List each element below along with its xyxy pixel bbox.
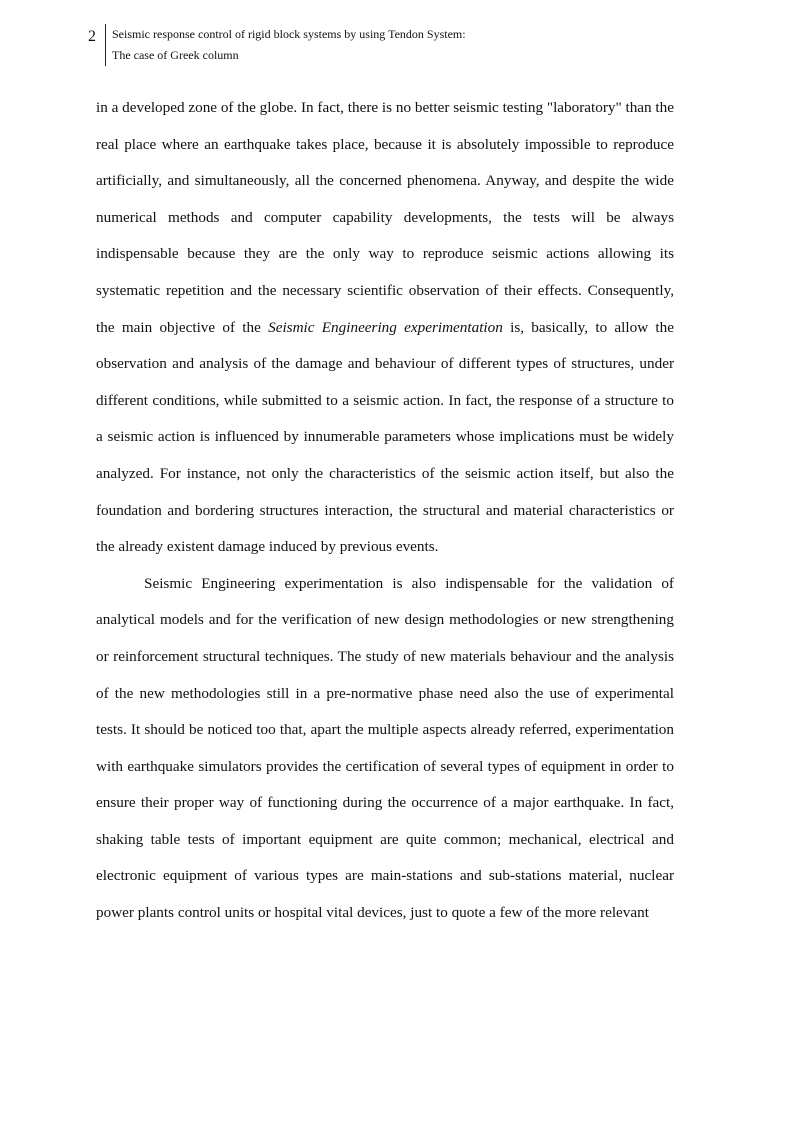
body-text — [96, 90, 674, 932]
paragraph-1-emphasis: Seismic Engineering experimentation — [268, 318, 503, 336]
paragraph-1 — [96, 90, 674, 566]
page-number: 2 — [88, 28, 96, 45]
header-title — [112, 24, 466, 70]
header-title-line2: The case of Greek column — [112, 48, 239, 62]
paragraph-2: Seismic Engineering experimentation is also indispensable for the validation of analytical models and for the verification of new design methodologies or new strengthening or reinforcement structural techniques. The study of new materials behaviour and the analysis of the new methodologies still in a pre-normative phase need also the use of experimental tests. It should be noticed too that, apart the multiple aspects already referred, experimentation with earthquake simulators provides the certification of several types of equipment in order to ensure their proper way of functioning during the occurrence of a major earthquake. In fact, shaking table tests of important equipment are quite common; mechanical, electrical and electronic equipment of various types are main-stations and sub-stations material, nuclear power plants control units or hospital vital devices, just to quote a few of the more relevant — [96, 574, 674, 922]
header-divider — [105, 24, 106, 66]
paragraph-1-text-before: in a developed zone of the globe. In fact, there is no better seismic testing "laboratory" than the real place where an earthquake takes place, because it is absolutely impossible to reproduce artificially, and simultaneously, all the concerned phenomena. Anyway, and despite the wide numerical methods and computer capability developments, the tests will be always indispensable because they are the only way to reproduce seismic actions allowing its systematic repetition and the necessary scientific observation of their effects. Consequently, the main objective of the — [96, 99, 674, 336]
header-title-line1: Seismic response control of rigid block systems by using Tendon System: — [112, 27, 466, 41]
paragraph-1-text-after: is, basically, to allow the observation and analysis of the damage and behaviour of different types of structures, under different conditions, while submitted to a seismic action. In fact, the response of a structure to a seismic action is influenced by innumerable parameters whose implications must be widely analyzed. For instance, not only the characteristics of the seismic action itself, but also the foundation and bordering structures interaction, the structural and material characteristics or the already existent damage induced by previous events. — [96, 318, 674, 556]
running-header — [88, 24, 466, 70]
